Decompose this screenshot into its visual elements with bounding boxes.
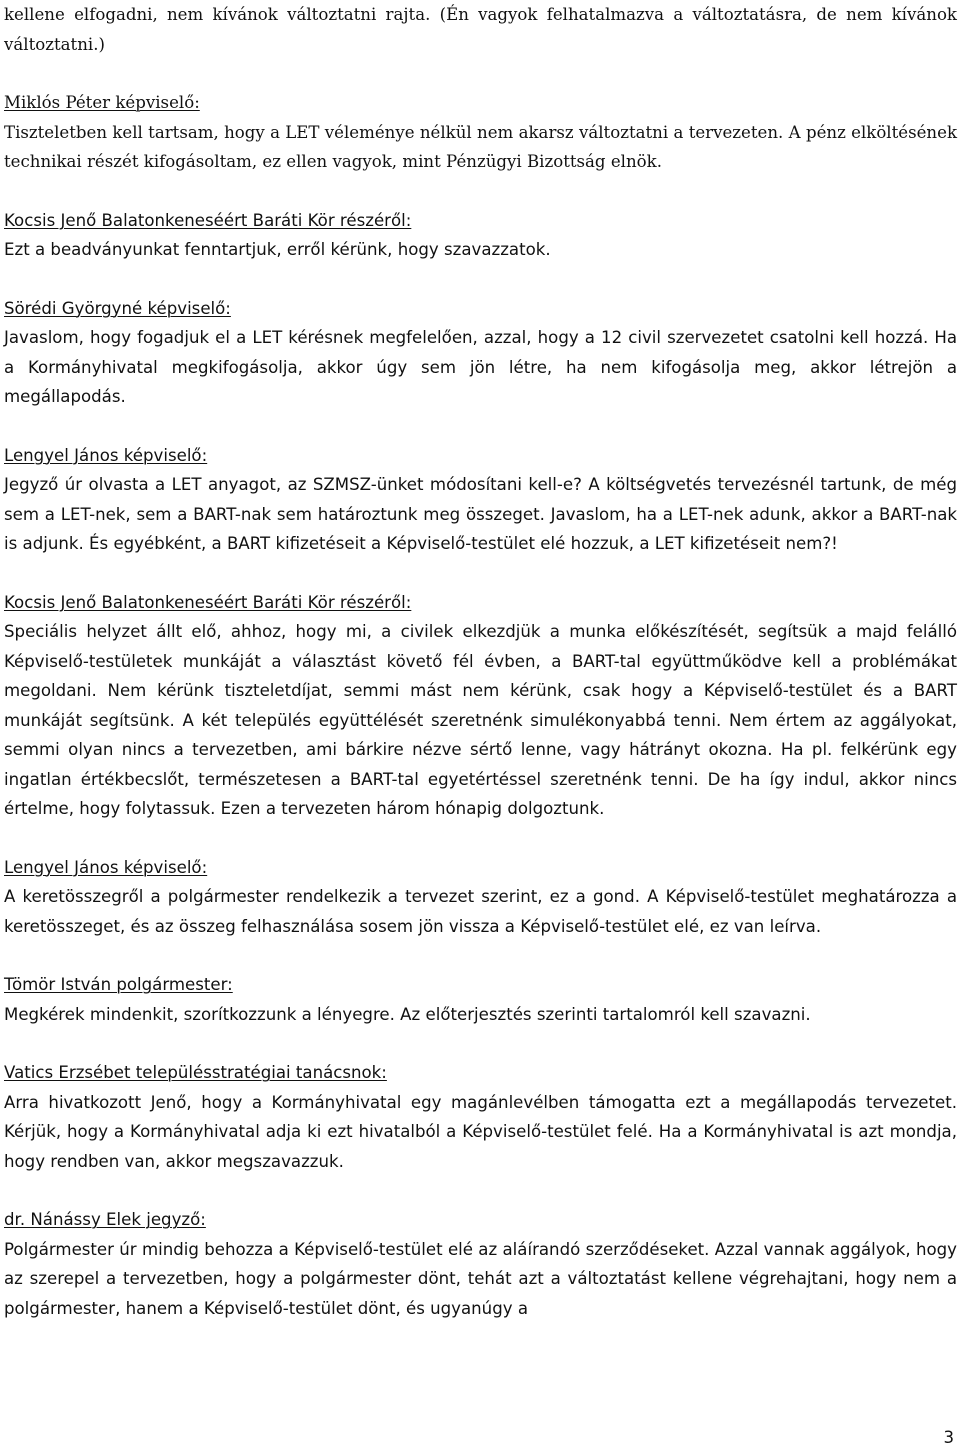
speaker-label: Kocsis Jenő Balatonkeneséért Baráti Kör részéről: xyxy=(4,592,412,612)
speech-miklos xyxy=(4,88,957,177)
speech-soredi xyxy=(4,294,957,412)
speech-nanassy xyxy=(4,1205,957,1323)
page-number: 3 xyxy=(943,1428,954,1447)
speaker-label: Lengyel János képviselő: xyxy=(4,857,208,877)
document-page xyxy=(4,0,957,1323)
speech-text: Megkérek mindenkit, szorítkozzunk a lényegre. Az előterjesztés szerinti tartalomról kell szavazni. xyxy=(4,1004,811,1024)
speaker-label: Lengyel János képviselő: xyxy=(4,445,208,465)
intro-paragraph xyxy=(4,0,957,59)
speech-vatics xyxy=(4,1058,957,1176)
speech-tomor xyxy=(4,970,957,1029)
speech-lengyel-2 xyxy=(4,853,957,942)
speech-text: Arra hivatkozott Jenő, hogy a Kormányhivatal egy magánlevélben támogatta ezt a megállapodás tervezetet. Kérjük, hogy a Kormányhivatal adja ki ezt hivatalból a Képviselő-testület felé. Ha a Kormányhivatal is azt mondja, hogy rendben van, akkor megszavazzuk. xyxy=(4,1092,957,1171)
speech-text: Ezt a beadványunkat fenntartjuk, erről kérünk, hogy szavazzatok. xyxy=(4,240,551,259)
speaker-label: Vatics Erzsébet településstratégiai tanácsnok: xyxy=(4,1063,387,1082)
speech-text: Tiszteletben kell tartsam, hogy a LET véleménye nélkül nem akarsz változtatni a tervezeten. A pénz elköltésének technikai részét kifogásoltam, ez ellen vagyok, mint Pénzügyi Bizottság elnök. xyxy=(4,122,957,171)
speaker-label: Tömör István polgármester: xyxy=(4,975,233,994)
speech-lengyel-1 xyxy=(4,441,957,559)
intro-text: kellene elfogadni, nem kívánok változtatni rajta. (Én vagyok felhatalmazva a változtatásra, de nem kívánok változtatni.) xyxy=(4,5,957,54)
speech-kocsis-1 xyxy=(4,206,957,265)
speech-text: Jegyző úr olvasta a LET anyagot, az SZMSZ-ünket módosítani kell-e? A költségvetés tervezésnél tartunk, de még sem a LET-nek, sem a BART-nak sem határoztunk meg összeget. Javaslom, ha a LET-nek adunk, akkor a BART-nak is adjunk. És egyébként, a BART kifizetéseit a Képviselő-testület elé hozzuk, a LET kifizetéseit nem?! xyxy=(4,475,957,553)
speech-text: Speciális helyzet állt elő, ahhoz, hogy mi, a civilek elkezdjük a munka előkészítését, segítsük a majd felálló Képviselő-testületek munkáját a választást követő fél évben, a BART-tal együttműködve kell a problémákat megoldani. Nem kérünk tiszteletdíjat, semmi mást nem kérünk, csak hogy a Képviselő-testület és a BART munkáját segítsünk. A két település együttélését szeretnénk simulékonyabbá tenni. Nem értem az aggályokat, semmi olyan nincs a tervezetben, ami bárkire nézve sértő lenne, vagy hátrányt okozna. Ha pl. felkérünk egy ingatlan értékbecslőt, természetesen a BART-tal egyetértéssel szeretnénk tenni. De ha így indul, akkor nincs értelme, hogy folytassuk. Ezen a tervezeten három hónapig dolgoztunk. xyxy=(4,622,957,818)
speech-kocsis-2 xyxy=(4,588,957,824)
speaker-label: Kocsis Jenő Balatonkeneséért Baráti Kör részéről: xyxy=(4,210,412,230)
speaker-label: Sörédi Györgyné képviselő: xyxy=(4,298,231,318)
speaker-label: Miklós Péter képviselő: xyxy=(4,93,200,112)
speech-text: Polgármester úr mindig behozza a Képviselő-testület elé az aláírandó szerződéseket. Azzal vannak aggályok, hogy az szerepel a tervezetben, hogy a polgármester dönt, tehát azt a változtatást kellene végrehajtani, hogy nem a polgármester, hanem a Képviselő-testület dönt, és ugyanúgy a xyxy=(4,1239,957,1318)
speaker-label: dr. Nánássy Elek jegyző: xyxy=(4,1210,206,1229)
speech-text: A keretösszegről a polgármester rendelkezik a tervezet szerint, ez a gond. A Képviselő-testület meghatározza a keretösszeget, és az összeg felhasználása sosem jön vissza a Képviselő-testület elé, ez van leírva. xyxy=(4,887,957,936)
speech-text: Javaslom, hogy fogadjuk el a LET kérésnek megfelelően, azzal, hogy a 12 civil szervezetet csatolni kell hozzá. Ha a Kormányhivatal megkifogásolja, akkor úgy sem jön létre, ha nem kifogásolja meg, akkor létrejön a megállapodás. xyxy=(4,328,957,406)
